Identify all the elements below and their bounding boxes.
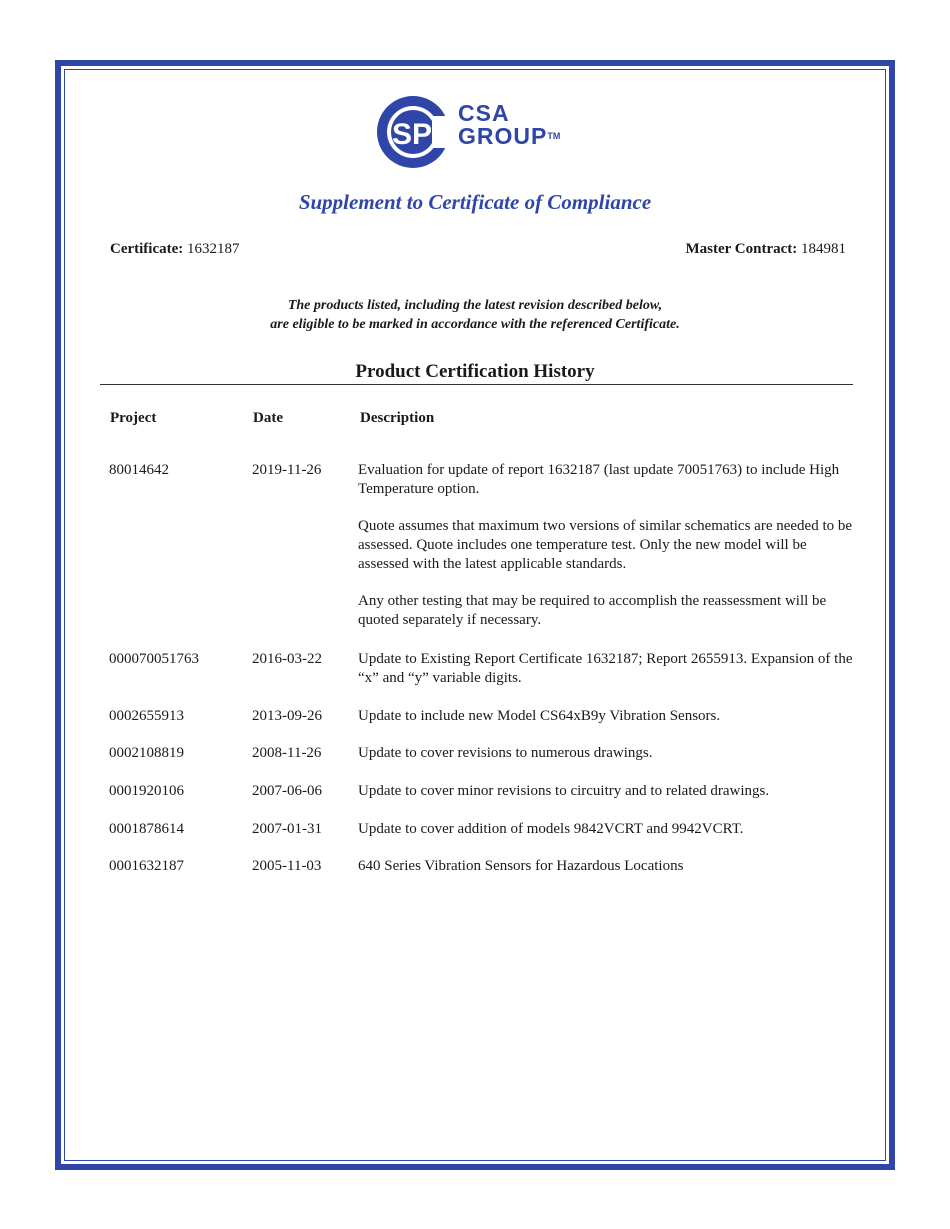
- logo-trademark: TM: [547, 131, 561, 141]
- certificate-value: 1632187: [187, 241, 240, 257]
- row-project: 0002108819: [109, 745, 184, 761]
- history-title: Product Certification History: [355, 361, 595, 382]
- column-header-project: Project: [110, 410, 157, 426]
- master-contract-label: Master Contract:: [685, 241, 798, 257]
- row-description: [358, 707, 853, 726]
- row-date: 2008-11-26: [252, 745, 322, 761]
- certificate-number: [110, 241, 240, 258]
- csa-group-logo: [372, 86, 602, 178]
- row-project: 000070051763: [109, 651, 199, 667]
- csa-emblem-icon: [372, 86, 454, 178]
- column-header-date: Date: [253, 410, 283, 426]
- logo-line-csa: CSA: [458, 100, 510, 126]
- master-contract: [685, 241, 846, 258]
- eligibility-line-1: The products listed, including the latest revision described below,: [287, 298, 663, 313]
- row-project: 0001878614: [109, 821, 184, 837]
- row-date: 2016-03-22: [252, 651, 322, 667]
- logo-line-group: GROUP: [458, 123, 548, 149]
- master-contract-value: 184981: [801, 241, 846, 257]
- description-paragraph: Update to include new Model CS64xB9y Vibration Sensors.: [358, 708, 721, 724]
- description-paragraph: Update to Existing Report Certificate 1632187; Report 2655913. Expansion of the “x” and “y” variable digits.: [358, 651, 853, 686]
- column-header-description: Description: [360, 410, 435, 426]
- certificate-label: Certificate:: [110, 241, 184, 257]
- row-project: 0002655913: [109, 708, 184, 724]
- row-description: [358, 744, 853, 763]
- row-date: 2019-11-26: [252, 462, 322, 478]
- row-date: 2013-09-26: [252, 708, 322, 724]
- row-project: 80014642: [109, 462, 169, 478]
- row-description: [358, 461, 853, 630]
- row-project: 0001632187: [109, 858, 184, 874]
- svg-text:SP: SP: [391, 118, 433, 151]
- eligibility-line-2: are eligible to be marked in accordance with the referenced Certificate.: [270, 317, 680, 332]
- row-description: [358, 857, 853, 876]
- row-date: 2005-11-03: [252, 858, 322, 874]
- description-paragraph: Quote assumes that maximum two versions of similar schematics are needed to be assessed. Quote includes one temperature test. Only the new model will be assessed with the latest applicable standards.: [358, 518, 853, 572]
- description-paragraph: Any other testing that may be required to accomplish the reassessment will be quoted separately if necessary.: [358, 593, 827, 628]
- row-description: [358, 650, 853, 688]
- row-date: 2007-01-31: [252, 821, 322, 837]
- row-description: [358, 782, 853, 801]
- description-paragraph: Update to cover addition of models 9842VCRT and 9942VCRT.: [358, 821, 744, 837]
- row-project: 0001920106: [109, 783, 184, 799]
- logo-wordmark: [458, 102, 560, 148]
- description-paragraph: 640 Series Vibration Sensors for Hazardous Locations: [358, 858, 684, 874]
- description-paragraph: Update to cover minor revisions to circuitry and to related drawings.: [358, 783, 770, 799]
- document-title: Supplement to Certificate of Compliance: [298, 190, 652, 214]
- eligibility-statement: [0, 296, 950, 334]
- row-date: 2007-06-06: [252, 783, 322, 799]
- row-description: [358, 820, 853, 839]
- description-paragraph: Evaluation for update of report 1632187 (last update 70051763) to include High Temperature option.: [358, 462, 840, 497]
- description-paragraph: Update to cover revisions to numerous drawings.: [358, 745, 653, 761]
- history-divider: [100, 384, 853, 385]
